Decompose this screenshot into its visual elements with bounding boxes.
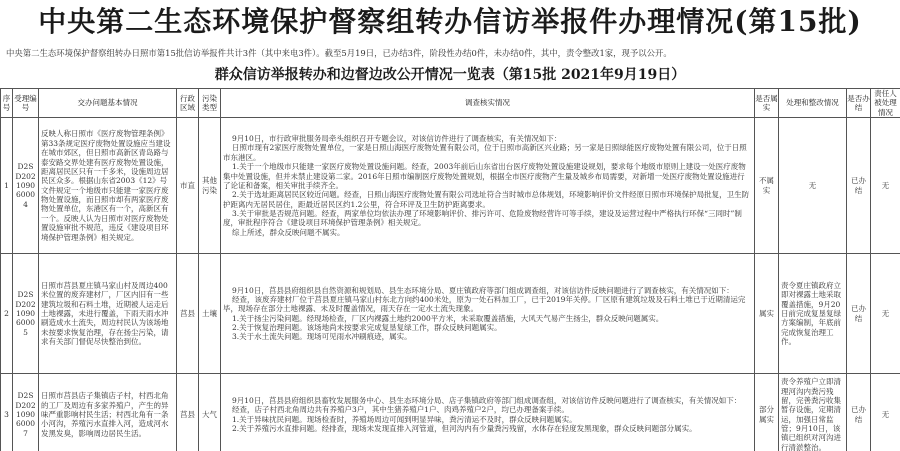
header-index: 序号 (1, 89, 13, 118)
cell-intro: 日照市莒县店子集镇店子村，村西北角的工厂及周边有多家养殖户，产生的异味严重影响村民生活；村西北角有一条小河沟，养殖污水直排入河，造成河水发黑发臭，影响周边居民生活。 (39, 374, 177, 451)
cell-pollution: 大气 (199, 374, 221, 451)
result-paragraph: 9月10日，莒县县府组织县自然资源和规划局、县生态环境分局、夏庄镇政府等部门组成调查组，对该信访件反映问题进行了调查核实，有关情况如下： (232, 285, 734, 295)
cell-handle: 责令养殖户立即清理河沟内粪污残留，完善粪污收集暂存设施，定期清运，加强日常监管；9月10日，该镇已组织对河沟进行清淤整治。 (779, 374, 847, 451)
cell-index: 3 (1, 374, 13, 451)
cell-district: 市直 (177, 118, 199, 254)
cell-truth: 属实 (755, 254, 779, 374)
cell-intro: 日照市莒县夏庄镇马家山村及周边400米位置的废弃建材厂，厂区内旧有一些建筑垃圾和石料土堆，近期被人运走后土地裸露，未进行覆盖，下雨天雨水冲刷造成水土流失，周边村民认为该场地未按要求恢复治理，存在扬尘污染，请求有关部门督促尽快整治到位。 (39, 254, 177, 374)
result-paragraph: 9月10日，莒县县府组织县畜牧发展服务中心、县生态环境分局、店子集镇政府等部门组成调查组，对该信访件反映问题进行了调查核实，有关情况如下： (232, 395, 742, 405)
cell-handle: 无 (779, 118, 847, 254)
cell-result (221, 118, 755, 254)
header-handle: 处理和整改情况 (779, 89, 847, 118)
cell-closed: 已办结 (847, 118, 871, 254)
cell-account: 无 (871, 374, 900, 451)
result-paragraph: 3.关于审批是否规范问题。经查，两家单位均依法办理了环境影响评价、排污许可、危险废物经营许可等手续，建设及运营过程中严格执行环保“三同时”制度，审批程序符合《建设项目环境保护管理条例》相关规定。 (223, 209, 742, 228)
cell-truth: 不属实 (755, 118, 779, 254)
cell-pollution: 其他污染 (199, 118, 221, 254)
table-row (1, 374, 900, 451)
cell-account: 无 (871, 254, 900, 374)
header-account: 责任人被处理情况 (871, 89, 900, 118)
cell-closed: 已办结 (847, 254, 871, 374)
cell-closed: 已办结 (847, 374, 871, 451)
page-headline: 中央第二生态环境保护督察组转办信访举报件办理情况(第15批) (38, 5, 862, 38)
result-paragraph: 经查，店子村西北角周边共有养殖户3户，其中生猪养殖户1户、肉鸡养殖户2户，均已办理备案手续。 (232, 405, 569, 415)
result-paragraph: 2.关于养殖污水直排问题。经排查，现场未发现直排入河管道，但河沟内有少量粪污残留，水体存在轻度发黑现象，群众反映问题部分属实。 (232, 424, 697, 433)
result-paragraph: 9月10日，市行政审批服务局牵头组织召开专题会议，对该信访件进行了调查核实，有关情况如下： (232, 134, 562, 144)
result-paragraph: 3.关于水土流失问题。现场可见雨水冲刷痕迹，属实。 (232, 332, 412, 342)
result-paragraph: 1.关于异味扰民问题。现场检查时，养殖场周边可闻到明显异味，粪污清运不及时，群众反映问题属实。 (232, 414, 577, 424)
cell-result (221, 374, 755, 451)
cell-index: 2 (1, 254, 13, 374)
cell-id: D2SD202109060007 (13, 374, 39, 451)
header-result: 调查核实情况 (221, 89, 755, 118)
cell-account: 无 (871, 118, 900, 254)
cell-result (221, 254, 755, 374)
complaints-table (0, 88, 900, 451)
cell-id: D2SD202109060004 (13, 118, 39, 254)
summary-line: 中央第二生态环境保护督察组转办日照市第15批信访举报件共计3件（其中来电3件）。截至5月19日，已办结3件，阶段性办结0件，未办结0件，其中，责令整改1家，现予以公开。 (6, 48, 672, 58)
result-paragraph: 2.关于选址距离居民区较近问题。经查，日照山海医疗废物处置有限公司选址符合当时城市总体规划，环境影响评价文件经原日照市环境保护局批复，卫生防护距离内无居民居住，距最近居民区约1.2公里，符合环评及卫生防护距离要求。 (223, 190, 750, 209)
cell-intro: 反映人称日照市《医疗废物管理条例》第33条规定医疗废物处置设施应当建设在城市郊区，但日照市高新区青岛路与泰安路交界处建有医疗废物处置设施，距离居民区只有一千多米，设施周边居民区众多。根据山东省2003《12》号文件规定一个地级市只能建一家医疗废物处置设施，而日照市却有两家医疗废物处置单位，东港区有一个，高新区有一个。反映人认为日照市对医疗废物处置设施审批不规范，违反《建设项目环境保护管理条例》相关规定。 (39, 118, 177, 254)
header-intro: 交办问题基本情况 (39, 89, 177, 118)
result-paragraph: 综上所述，群众反映问题不属实。 (232, 227, 345, 237)
result-paragraph: 日照市现有2家医疗废物处置单位，一家是日照山海医疗废物处置有限公司，位于日照市高新区兴业路；另一家是日照绿能医疗废物处置有限公司，位于日照市东港区。 (223, 143, 747, 162)
header-id: 受理编号 (13, 89, 39, 118)
header-district: 行政区域 (177, 89, 199, 118)
table-row (1, 118, 900, 254)
table-subtitle: 群众信访举报转办和边督边改公开情况一览表（第15批 2021年9月19日） (214, 67, 686, 83)
header-closed: 是否办结 (847, 89, 871, 118)
cell-district: 莒县 (177, 254, 199, 374)
cell-id: D2SD202109060005 (13, 254, 39, 374)
cell-handle: 责令夏庄镇政府立即对裸露土地采取覆盖措施，9月20日前完成复垦复绿方案编制，年底前完成恢复治理工作。 (779, 254, 847, 374)
result-paragraph: 1.关于扬尘污染问题。经现场检查，厂区内裸露土地约2000平方米，未采取覆盖措施，大风天气易产生扬尘，群众反映问题属实。 (232, 313, 664, 323)
cell-pollution: 土壤 (199, 254, 221, 374)
cell-index: 1 (1, 118, 13, 254)
result-paragraph: 1.关于一个地级市只能建一家医疗废物处置设施问题。经查，2003年前后山东省出台医疗废物处置设施建设规划，要求每个地级市原则上建设一处医疗废物集中处置设施，但并未禁止建设第二家。2016年日照市编制医疗废物处置规划，根据全市医疗废物产生量及城乡布局需要，对新增一处医疗废物处置设施进行了论证和备案，相关审批手续齐全。 (223, 162, 746, 190)
cell-truth: 部分属实 (755, 374, 779, 451)
header-pollution: 污染类型 (199, 89, 221, 118)
table-header-row (1, 89, 900, 118)
table-row (1, 254, 900, 374)
result-paragraph: 经查，该废弃建材厂位于莒县夏庄镇马家山村东北方向约400米处，原为一处石料加工厂，已于2019年关停。厂区原有建筑垃圾及石料土堆已于近期清运完毕，现场存在部分土地裸露、未及时覆盖情况，雨天存在一定水土流失现象。 (223, 294, 746, 314)
header-truth: 是否属实 (755, 89, 779, 118)
cell-district: 莒县 (177, 374, 199, 451)
result-paragraph: 2.关于恢复治理问题。该场地尚未按要求完成复垦复绿工作，群众反映问题属实。 (232, 323, 502, 332)
